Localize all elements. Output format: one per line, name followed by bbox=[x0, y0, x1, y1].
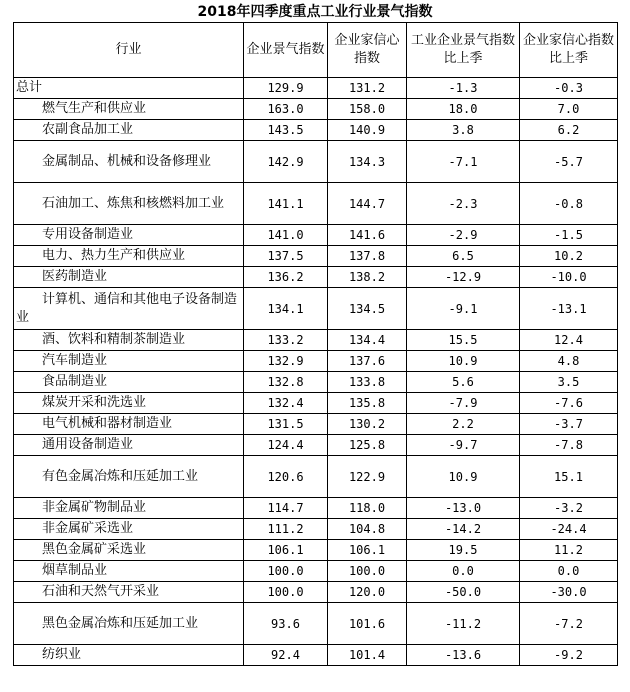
header-climate-change-qoq: 工业企业景气指数比上季 bbox=[407, 23, 520, 78]
confidence-index-cell: 134.4 bbox=[328, 330, 407, 351]
table-row bbox=[14, 246, 618, 267]
climate-index-cell: 111.2 bbox=[244, 519, 328, 540]
climate-change-cell: 5.6 bbox=[407, 372, 520, 393]
climate-change-cell: -2.9 bbox=[407, 225, 520, 246]
industry-name-cell: 酒、饮料和精制茶制造业 bbox=[14, 330, 244, 351]
climate-change-cell: 6.5 bbox=[407, 246, 520, 267]
climate-change-cell: -9.7 bbox=[407, 435, 520, 456]
table-row bbox=[14, 603, 618, 645]
industry-name-cell: 计算机、通信和其他电子设备制造业 bbox=[14, 288, 244, 330]
climate-index-cell: 114.7 bbox=[244, 498, 328, 519]
confidence-change-cell: -30.0 bbox=[520, 582, 618, 603]
industry-name-cell: 黑色金属矿采选业 bbox=[14, 540, 244, 561]
confidence-index-cell: 122.9 bbox=[328, 456, 407, 498]
climate-change-cell: -50.0 bbox=[407, 582, 520, 603]
climate-change-cell: 3.8 bbox=[407, 120, 520, 141]
climate-change-cell: 0.0 bbox=[407, 561, 520, 582]
table-row bbox=[14, 330, 618, 351]
confidence-index-cell: 135.8 bbox=[328, 393, 407, 414]
confidence-index-cell: 133.8 bbox=[328, 372, 407, 393]
confidence-change-cell: 11.2 bbox=[520, 540, 618, 561]
confidence-change-cell: 15.1 bbox=[520, 456, 618, 498]
table-row bbox=[14, 393, 618, 414]
climate-index-cell: 136.2 bbox=[244, 267, 328, 288]
climate-change-cell: 15.5 bbox=[407, 330, 520, 351]
confidence-change-cell: -7.8 bbox=[520, 435, 618, 456]
confidence-change-cell: -7.2 bbox=[520, 603, 618, 645]
confidence-change-cell: 10.2 bbox=[520, 246, 618, 267]
industry-name-cell: 医药制造业 bbox=[14, 267, 244, 288]
climate-index-cell: 141.0 bbox=[244, 225, 328, 246]
industry-name-cell: 非金属矿采选业 bbox=[14, 519, 244, 540]
confidence-index-cell: 141.6 bbox=[328, 225, 407, 246]
table-row bbox=[14, 561, 618, 582]
table-row bbox=[14, 498, 618, 519]
confidence-change-cell: -3.2 bbox=[520, 498, 618, 519]
industry-name-cell: 黑色金属冶炼和压延加工业 bbox=[14, 603, 244, 645]
industry-index-table bbox=[13, 22, 618, 666]
climate-change-cell: 2.2 bbox=[407, 414, 520, 435]
table-row bbox=[14, 645, 618, 666]
industry-name-cell: 电力、热力生产和供应业 bbox=[14, 246, 244, 267]
climate-index-cell: 120.6 bbox=[244, 456, 328, 498]
confidence-change-cell: -9.2 bbox=[520, 645, 618, 666]
confidence-change-cell: 4.8 bbox=[520, 351, 618, 372]
climate-change-cell: 19.5 bbox=[407, 540, 520, 561]
climate-change-cell: -11.2 bbox=[407, 603, 520, 645]
industry-name-cell: 石油加工、炼焦和核燃料加工业 bbox=[14, 183, 244, 225]
industry-name-cell: 纺织业 bbox=[14, 645, 244, 666]
confidence-index-cell: 158.0 bbox=[328, 99, 407, 120]
confidence-change-cell: -10.0 bbox=[520, 267, 618, 288]
confidence-change-cell: 0.0 bbox=[520, 561, 618, 582]
table-row bbox=[14, 582, 618, 603]
climate-index-cell: 134.1 bbox=[244, 288, 328, 330]
climate-change-cell: -13.6 bbox=[407, 645, 520, 666]
confidence-change-cell: -3.7 bbox=[520, 414, 618, 435]
climate-index-cell: 100.0 bbox=[244, 561, 328, 582]
climate-change-cell: -12.9 bbox=[407, 267, 520, 288]
climate-index-cell: 132.4 bbox=[244, 393, 328, 414]
confidence-change-cell: -13.1 bbox=[520, 288, 618, 330]
climate-change-cell: -7.9 bbox=[407, 393, 520, 414]
confidence-index-cell: 118.0 bbox=[328, 498, 407, 519]
climate-index-cell: 131.5 bbox=[244, 414, 328, 435]
climate-index-cell: 133.2 bbox=[244, 330, 328, 351]
climate-change-cell: 10.9 bbox=[407, 456, 520, 498]
header-entrepreneur-confidence-index: 企业家信心指数 bbox=[328, 23, 407, 78]
confidence-change-cell: 6.2 bbox=[520, 120, 618, 141]
climate-index-cell: 92.4 bbox=[244, 645, 328, 666]
confidence-index-cell: 104.8 bbox=[328, 519, 407, 540]
confidence-change-cell: 12.4 bbox=[520, 330, 618, 351]
climate-index-cell: 129.9 bbox=[244, 78, 328, 99]
climate-index-cell: 106.1 bbox=[244, 540, 328, 561]
climate-index-cell: 141.1 bbox=[244, 183, 328, 225]
header-confidence-change-qoq: 企业家信心指数比上季 bbox=[520, 23, 618, 78]
table-row bbox=[14, 435, 618, 456]
confidence-index-cell: 131.2 bbox=[328, 78, 407, 99]
table-row bbox=[14, 141, 618, 183]
industry-name-cell: 汽车制造业 bbox=[14, 351, 244, 372]
industry-name-cell: 烟草制品业 bbox=[14, 561, 244, 582]
confidence-change-cell: -0.8 bbox=[520, 183, 618, 225]
confidence-index-cell: 144.7 bbox=[328, 183, 407, 225]
confidence-change-cell: -5.7 bbox=[520, 141, 618, 183]
confidence-change-cell: -1.5 bbox=[520, 225, 618, 246]
table-row bbox=[14, 99, 618, 120]
climate-change-cell: 10.9 bbox=[407, 351, 520, 372]
table-row bbox=[14, 519, 618, 540]
industry-name-cell: 通用设备制造业 bbox=[14, 435, 244, 456]
industry-name-cell: 专用设备制造业 bbox=[14, 225, 244, 246]
header-row bbox=[14, 23, 618, 78]
climate-change-cell: -7.1 bbox=[407, 141, 520, 183]
confidence-index-cell: 138.2 bbox=[328, 267, 407, 288]
confidence-change-cell: -7.6 bbox=[520, 393, 618, 414]
table-row bbox=[14, 120, 618, 141]
climate-index-cell: 143.5 bbox=[244, 120, 328, 141]
table-row bbox=[14, 183, 618, 225]
confidence-index-cell: 134.5 bbox=[328, 288, 407, 330]
climate-index-cell: 132.8 bbox=[244, 372, 328, 393]
climate-index-cell: 137.5 bbox=[244, 246, 328, 267]
industry-name-cell: 金属制品、机械和设备修理业 bbox=[14, 141, 244, 183]
industry-name-cell: 总计 bbox=[14, 78, 244, 99]
industry-name-cell: 燃气生产和供应业 bbox=[14, 99, 244, 120]
table-row bbox=[14, 78, 618, 99]
confidence-index-cell: 140.9 bbox=[328, 120, 407, 141]
confidence-index-cell: 106.1 bbox=[328, 540, 407, 561]
climate-change-cell: -9.1 bbox=[407, 288, 520, 330]
table-row bbox=[14, 540, 618, 561]
confidence-index-cell: 100.0 bbox=[328, 561, 407, 582]
header-industry: 行业 bbox=[14, 23, 244, 78]
confidence-index-cell: 130.2 bbox=[328, 414, 407, 435]
confidence-index-cell: 137.8 bbox=[328, 246, 407, 267]
industry-name-cell: 石油和天然气开采业 bbox=[14, 582, 244, 603]
climate-index-cell: 163.0 bbox=[244, 99, 328, 120]
industry-name-cell: 煤炭开采和洗选业 bbox=[14, 393, 244, 414]
industry-name-cell: 非金属矿物制品业 bbox=[14, 498, 244, 519]
industry-name-cell: 电气机械和器材制造业 bbox=[14, 414, 244, 435]
table-body bbox=[14, 78, 618, 666]
confidence-index-cell: 125.8 bbox=[328, 435, 407, 456]
confidence-index-cell: 101.6 bbox=[328, 603, 407, 645]
confidence-index-cell: 134.3 bbox=[328, 141, 407, 183]
climate-change-cell: -1.3 bbox=[407, 78, 520, 99]
climate-change-cell: -13.0 bbox=[407, 498, 520, 519]
climate-index-cell: 142.9 bbox=[244, 141, 328, 183]
industry-name-cell: 农副食品加工业 bbox=[14, 120, 244, 141]
climate-change-cell: -2.3 bbox=[407, 183, 520, 225]
confidence-index-cell: 120.0 bbox=[328, 582, 407, 603]
table-row bbox=[14, 372, 618, 393]
confidence-change-cell: -24.4 bbox=[520, 519, 618, 540]
climate-change-cell: 18.0 bbox=[407, 99, 520, 120]
industry-name-cell: 有色金属冶炼和压延加工业 bbox=[14, 456, 244, 498]
confidence-index-cell: 137.6 bbox=[328, 351, 407, 372]
table-row bbox=[14, 288, 618, 330]
confidence-index-cell: 101.4 bbox=[328, 645, 407, 666]
table-row bbox=[14, 225, 618, 246]
climate-index-cell: 124.4 bbox=[244, 435, 328, 456]
table-row bbox=[14, 456, 618, 498]
table-row bbox=[14, 414, 618, 435]
confidence-change-cell: 3.5 bbox=[520, 372, 618, 393]
climate-index-cell: 100.0 bbox=[244, 582, 328, 603]
climate-change-cell: -14.2 bbox=[407, 519, 520, 540]
industry-name-cell: 食品制造业 bbox=[14, 372, 244, 393]
table-row bbox=[14, 351, 618, 372]
climate-index-cell: 132.9 bbox=[244, 351, 328, 372]
climate-index-cell: 93.6 bbox=[244, 603, 328, 645]
table-row bbox=[14, 267, 618, 288]
header-business-climate-index: 企业景气指数 bbox=[244, 23, 328, 78]
table-title: 2018年四季度重点工业行业景气指数 bbox=[197, 4, 433, 20]
confidence-change-cell: 7.0 bbox=[520, 99, 618, 120]
confidence-change-cell: -0.3 bbox=[520, 78, 618, 99]
